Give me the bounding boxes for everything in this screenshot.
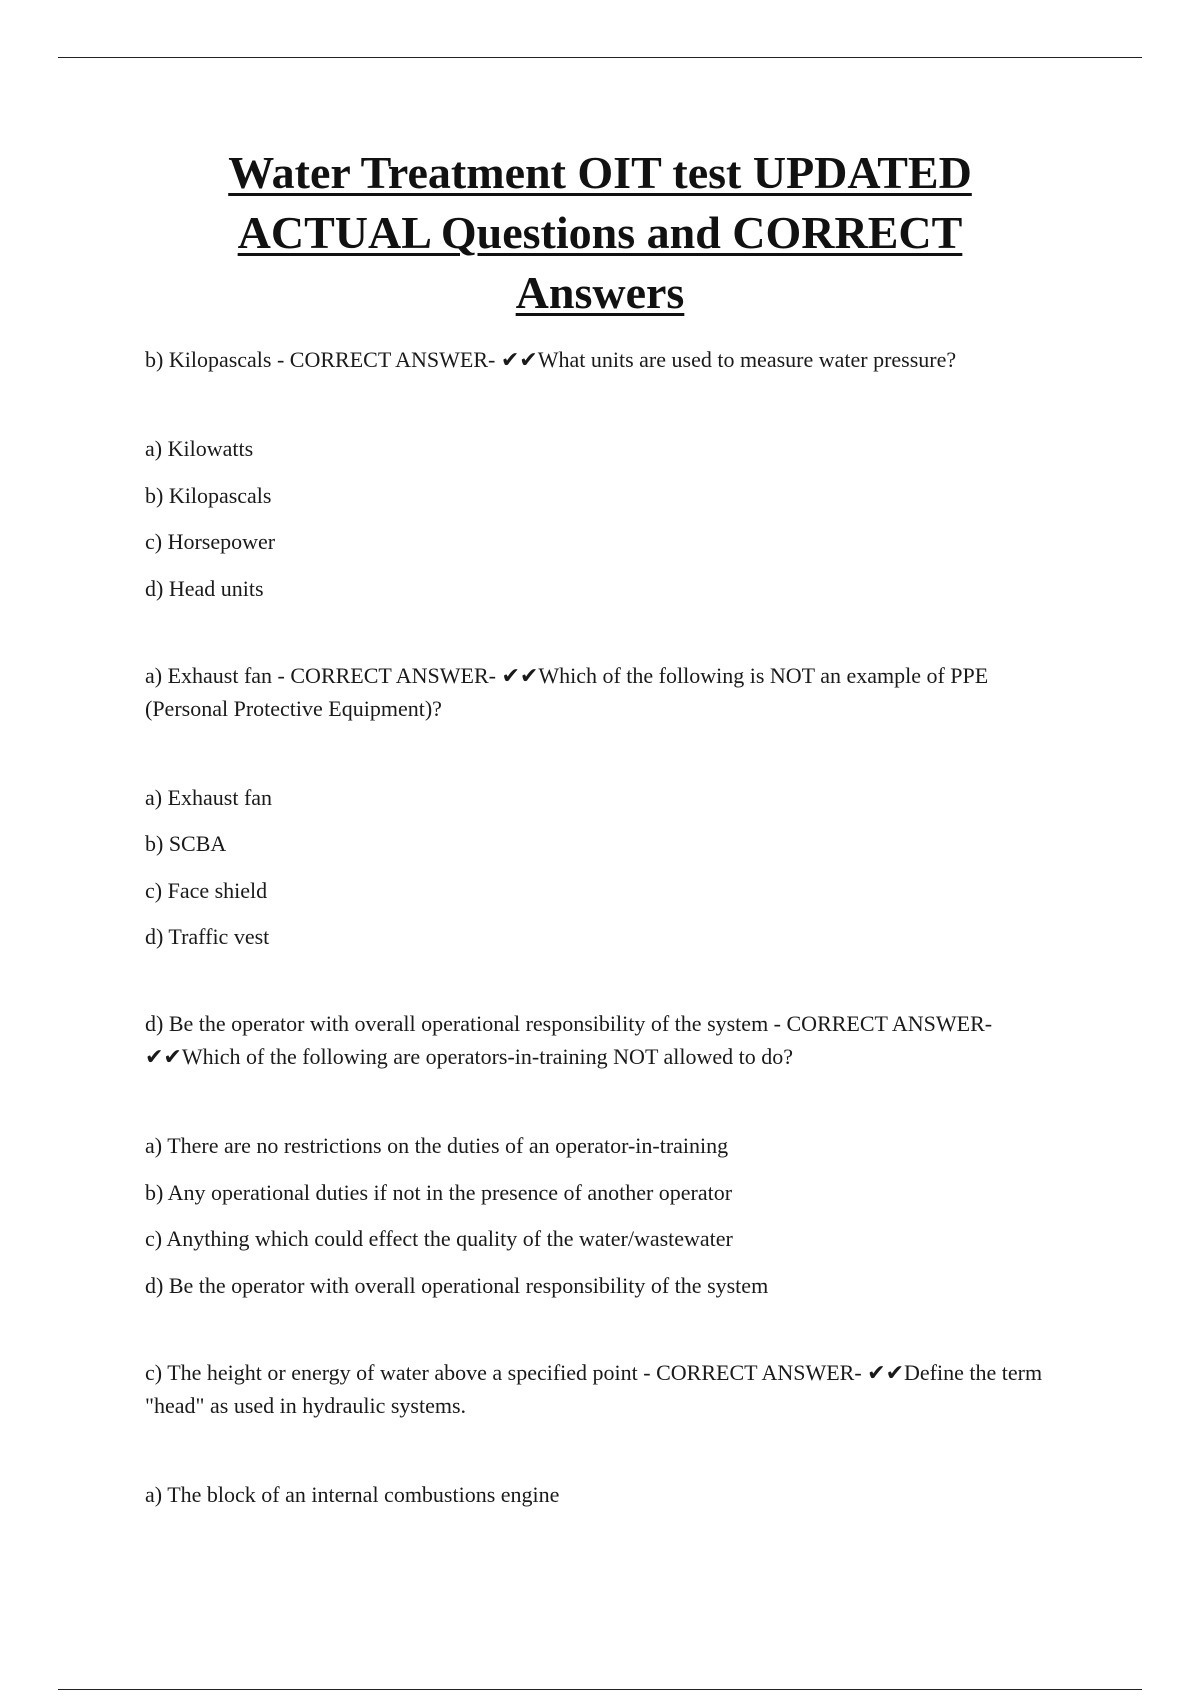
option-item: d) Be the operator with overall operational responsibility of the system <box>145 1272 769 1298</box>
option-item: c) Face shield <box>145 877 268 903</box>
question-answer-text: d) Be the operator with overall operational responsibility of the system - CORRECT ANSWER- ✔✔Which of the following are operators-in-training NOT allowed to do? <box>145 1011 993 1069</box>
option-item: c) Anything which could effect the quality of the water/wastewater <box>145 1226 733 1251</box>
option-item: a) Exhaust fan <box>145 784 273 810</box>
option-item: b) SCBA <box>145 831 227 856</box>
title-line-2: ACTUAL Questions and CORRECT <box>237 207 963 258</box>
option-list <box>145 1478 1065 1511</box>
title-line-3: Answers <box>515 267 685 318</box>
option-list <box>145 781 1065 954</box>
question-answer-text: c) The height or energy of water above a specified point - CORRECT ANSWER- ✔✔Define the term "head" as used in hydraulic systems. <box>145 1359 1043 1418</box>
option-list <box>145 432 1065 605</box>
option-list <box>145 1129 1065 1302</box>
question-answer-text: a) Exhaust fan - CORRECT ANSWER- ✔✔Which of the following is NOT an example of PPE (Personal Protective Equipment)? <box>145 662 989 721</box>
question-block-3 <box>145 1007 1065 1302</box>
question-block-2 <box>145 659 1065 954</box>
option-item: d) Traffic vest <box>145 924 270 949</box>
option-item: a) There are no restrictions on the duties of an operator-in-training <box>145 1133 729 1158</box>
question-block-1 <box>145 343 1065 605</box>
document-body <box>145 343 1065 1524</box>
question-answer-text: b) Kilopascals - CORRECT ANSWER- ✔✔What units are used to measure water pressure? <box>145 347 957 372</box>
top-rule <box>58 57 1142 58</box>
document-title <box>140 143 1060 323</box>
option-item: b) Kilopascals <box>145 482 272 508</box>
question-block-4 <box>145 1356 1065 1511</box>
option-item: d) Head units <box>145 575 264 601</box>
option-item: c) Horsepower <box>145 529 276 554</box>
option-item: b) Any operational duties if not in the presence of another operator <box>145 1179 733 1205</box>
option-item: a) The block of an internal combustions engine <box>145 1481 560 1507</box>
option-item: a) Kilowatts <box>145 436 254 461</box>
title-line-1: Water Treatment OIT test UPDATED <box>228 147 972 198</box>
bottom-rule <box>58 1689 1142 1690</box>
